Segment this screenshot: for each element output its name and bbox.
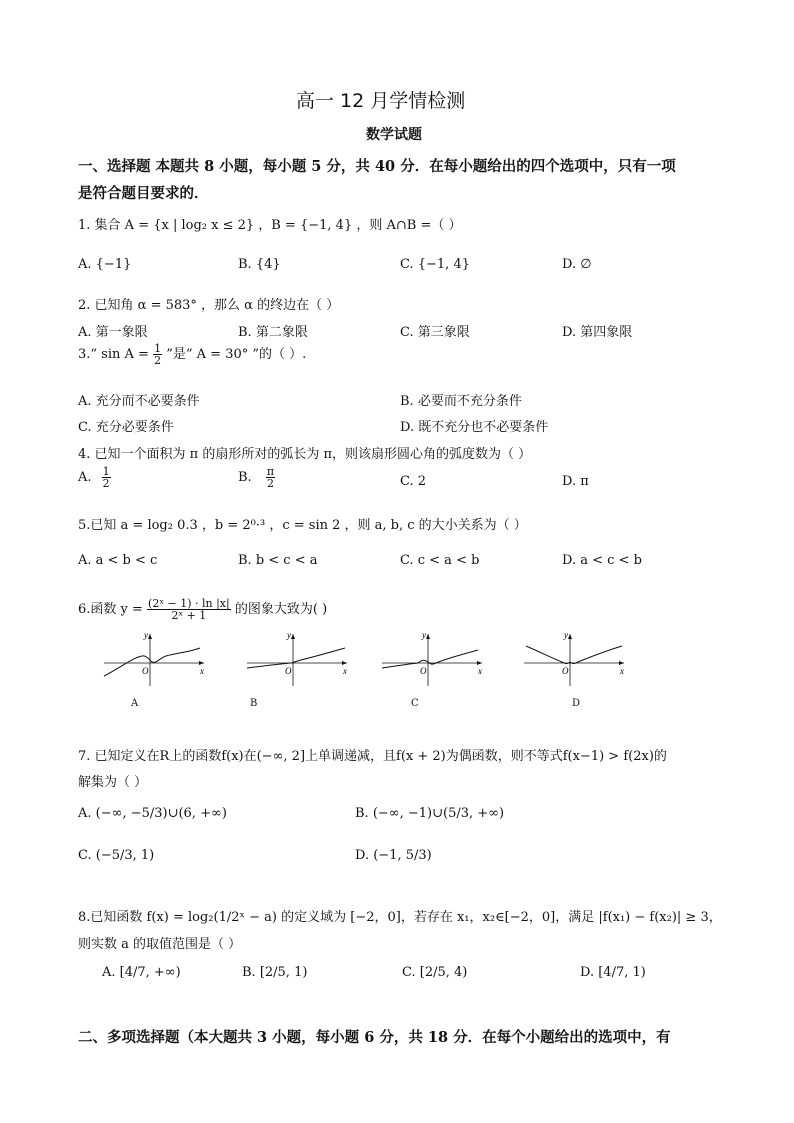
question-4-option-a-fraction (102, 466, 111, 489)
graph-a-y-label: y (144, 630, 148, 640)
question-6-label-d: D (572, 698, 581, 709)
question-4-option-a-label: A. (78, 470, 92, 485)
graph-d-origin: O (562, 666, 569, 676)
question-3-fraction (153, 343, 162, 366)
question-4-option-b-num: π (266, 465, 275, 478)
question-6-label-b: B (250, 698, 258, 709)
graph-b-y-label: y (287, 630, 291, 640)
page-title: 高一 12 月学情检测 (296, 90, 466, 112)
question-7-option-b: B. (−∞, −1)∪(5/3, +∞) (355, 806, 505, 821)
question-6-graph-d (520, 628, 630, 688)
question-6-frac-num: (2ˣ − 1) · ln |x| (148, 597, 230, 610)
question-6-graph-c (378, 628, 488, 688)
question-4-option-a (78, 466, 111, 489)
question-1-stem: 1. 集合 A = {x | log₂ x ≤ 2} ，B = {−1, 4} ，则 A∩B =（ ） (78, 218, 462, 233)
question-4-option-d: D. π (562, 474, 589, 489)
question-1-option-d: D. ∅ (562, 257, 592, 272)
question-1-option-a: A. {−1} (78, 257, 132, 272)
question-3-option-c: C. 充分必要条件 (78, 420, 174, 435)
page-subtitle: 数学试题 (366, 127, 422, 143)
question-3-stem-pre: 3.“ sin A = (78, 347, 149, 362)
question-3-frac-num: 1 (154, 342, 162, 355)
question-2-option-d: D. 第四象限 (562, 325, 633, 340)
question-6-graph-a (100, 628, 210, 688)
question-2-stem: 2. 已知角 α = 583° ，那么 α 的终边在（ ） (78, 298, 340, 313)
question-8-stem-line2: 则实数 a 的取值范围是（ ） (78, 937, 242, 952)
graph-b-origin: O (285, 666, 292, 676)
graph-a-origin: O (142, 666, 149, 676)
question-6-fraction (147, 598, 231, 621)
question-5-option-d: D. a < c < b (562, 553, 642, 568)
question-4-option-a-den: 2 (102, 477, 110, 490)
graph-c-x-label: x (478, 666, 482, 676)
graph-a-curve (104, 648, 200, 676)
question-6-frac-den: 2ˣ + 1 (171, 609, 207, 622)
question-6-label-a: A (131, 698, 139, 709)
question-4-option-a-num: 1 (102, 465, 110, 478)
question-5-option-b: B. b < c < a (238, 553, 318, 568)
section2-heading: 二、多项选择题（本大题共 3 小题，每小题 6 分，共 18 分．在每个小题给出的选项中，有 (78, 1029, 671, 1046)
question-6-stem-post: 的图象大致为( ) (234, 602, 328, 617)
question-6-stem-pre: 6.函数 y = (78, 602, 143, 617)
question-3-option-b: B. 必要而不充分条件 (400, 394, 522, 409)
question-7-stem-line1: 7. 已知定义在R上的函数f(x)在(−∞, 2]上单调递减，且f(x + 2)为偶函数，则不等式f(x−1) > f(2x)的 (78, 749, 667, 764)
question-4-option-b (238, 466, 275, 489)
question-8-option-b: B. [2/5, 1) (242, 965, 308, 980)
question-3-option-a: A. 充分而不必要条件 (78, 394, 200, 409)
question-4-option-b-label: B. (238, 470, 252, 485)
question-2-option-a: A. 第一象限 (78, 325, 148, 340)
graph-b-x-label: x (343, 666, 347, 676)
question-5-stem: 5.已知 a = log₂ 0.3 ，b = 2⁰·³ ，c = sin 2 ，则 a, b, c 的大小关系为（ ） (78, 518, 527, 533)
question-7-option-d: D. (−1, 5/3) (355, 848, 432, 863)
question-3-frac-den: 2 (154, 354, 162, 367)
question-2-option-b: B. 第二象限 (238, 325, 308, 340)
question-4-option-c: C. 2 (400, 474, 427, 489)
question-7-option-c: C. (−5/3, 1) (78, 848, 155, 863)
question-1-option-c: C. {−1, 4} (400, 257, 470, 272)
question-5-option-c: C. c < a < b (400, 553, 480, 568)
question-6-label-c: C (411, 698, 419, 709)
question-7-option-a: A. (−∞, −5/3)∪(6, +∞) (78, 806, 227, 821)
question-5-option-a: A. a < b < c (78, 553, 158, 568)
question-4-option-b-den: 2 (266, 477, 274, 490)
question-4-option-b-fraction (266, 466, 275, 489)
graph-c-origin: O (420, 666, 427, 676)
question-3-option-d: D. 既不充分也不必要条件 (400, 420, 549, 435)
graph-c-curve (382, 650, 478, 668)
question-4-stem: 4. 已知一个面积为 π 的扇形所对的弧长为 π，则该扇形圆心角的弧度数为（ ） (78, 447, 532, 462)
graph-d-curve (526, 646, 622, 664)
question-8-option-a: A. [4/7, +∞) (102, 965, 181, 980)
question-6-stem (78, 598, 327, 621)
question-3-stem-post: ”是“ A = 30° ”的（ ）. (166, 347, 307, 362)
graph-b-curve (247, 648, 345, 668)
section1-heading-line1: 一、选择题 本题共 8 小题，每小题 5 分，共 40 分．在每小题给出的四个选项中，只有一项 (78, 158, 676, 175)
graph-a-x-label: x (200, 666, 204, 676)
question-7-stem-line2: 解集为（ ） (78, 775, 148, 790)
question-8-option-d: D. [4/7, 1) (580, 965, 646, 980)
graph-c-y-label: y (422, 630, 426, 640)
question-2-option-c: C. 第三象限 (400, 325, 470, 340)
question-8-stem-line1: 8.已知函数 f(x) = log₂(1/2ˣ − a) 的定义域为 [−2，0]，若存在 x₁，x₂∈[−2，0]，满足 |f(x₁) − f(x₂)| ≥ 3， (78, 910, 722, 925)
question-6-graph-b (243, 628, 353, 688)
question-3-stem (78, 343, 306, 366)
graph-d-x-label: x (620, 666, 624, 676)
question-1-option-b: B. {4} (238, 257, 281, 272)
question-8-option-c: C. [2/5, 4) (402, 965, 468, 980)
graph-d-y-label: y (564, 630, 568, 640)
section1-heading-line2: 是符合题目要求的． (78, 185, 209, 202)
